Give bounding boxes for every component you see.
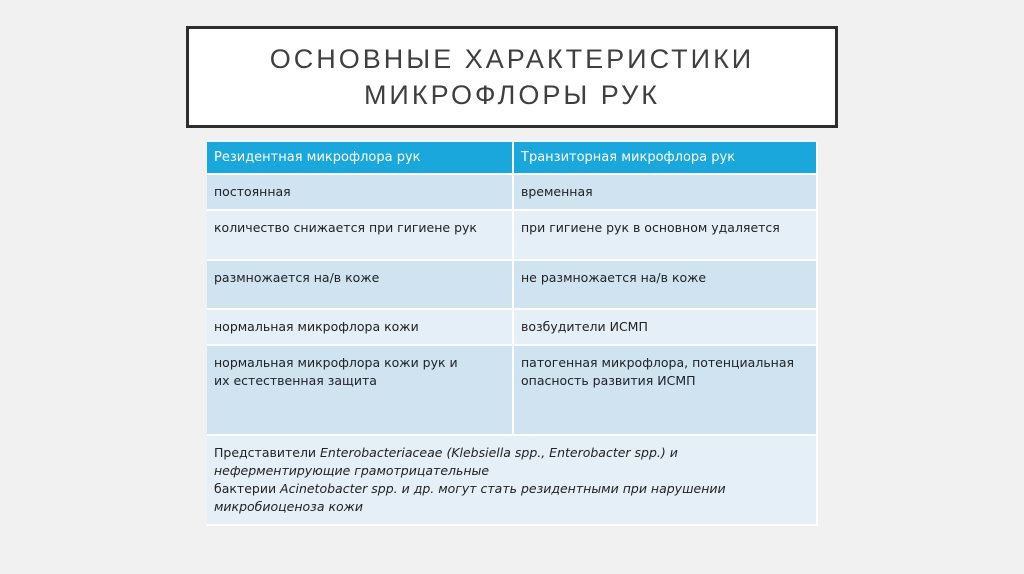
table-row	[207, 174, 817, 210]
table-row-note	[207, 435, 817, 525]
table-cell: размножается на/в коже	[207, 260, 513, 309]
note-cell	[207, 435, 817, 525]
slide-title	[186, 26, 838, 128]
table-cell: патогенная микрофлора, потенциальная опасность развития ИСМП	[513, 345, 817, 435]
comparison-table	[207, 142, 818, 526]
table-row	[207, 345, 817, 435]
table-cell: временная	[513, 174, 817, 210]
table-cell: возбудители ИСМП	[513, 309, 817, 345]
note-italic: Enterobacteriaceae (Klebsiella spp., Enterobacter spp.) и неферментирующие грамотрицательные	[214, 445, 678, 478]
table-cell: постоянная	[207, 174, 513, 210]
table-cell: нормальная микрофлора кожи рук и их естественная защита	[207, 345, 513, 435]
table-row	[207, 309, 817, 345]
header-resident: Резидентная микрофлора рук	[207, 142, 513, 174]
note-text: бактерии	[214, 481, 281, 496]
table-cell: количество снижается при гигиене рук	[207, 210, 513, 260]
table-header	[207, 142, 817, 174]
title-line-1: ОСНОВНЫЕ ХАРАКТЕРИСТИКИ	[269, 44, 755, 74]
table-cell: нормальная микрофлора кожи	[207, 309, 513, 345]
table-cell: не размножается на/в коже	[513, 260, 817, 309]
table-cell: при гигиене рук в основном удаляется	[513, 210, 817, 260]
note-text: Представители	[214, 445, 321, 460]
table-row	[207, 210, 817, 260]
header-transient: Транзиторная микрофлора рук	[513, 142, 817, 174]
table-row	[207, 260, 817, 309]
note-italic: Acinetobacter spp. и др. могут стать резидентными при нарушении микробиоценоза кожи	[214, 481, 726, 514]
title-line-2: МИКРОФЛОРЫ РУК	[363, 80, 661, 110]
